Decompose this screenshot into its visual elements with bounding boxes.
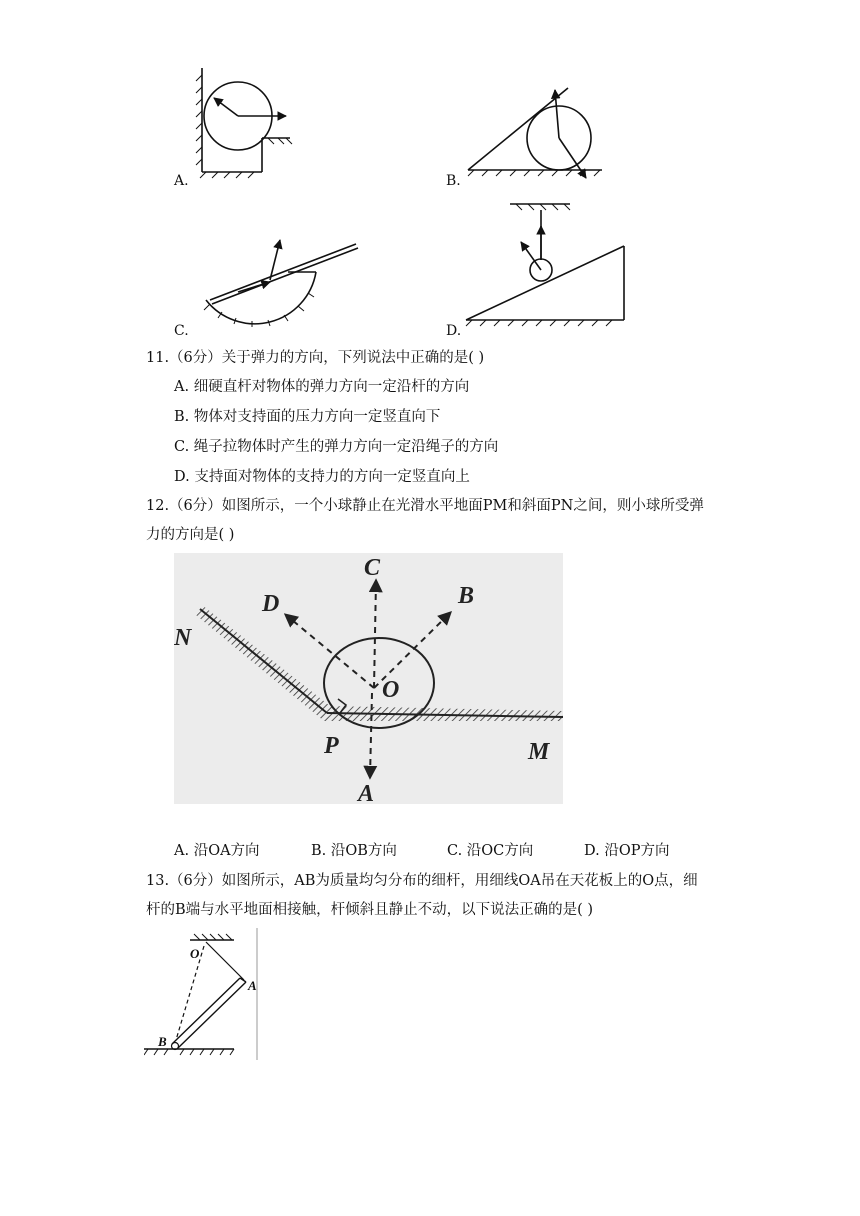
q11-option-a[interactable]: A. 细硬直杆对物体的弹力方向一定沿杆的方向 <box>174 379 470 395</box>
q13-stem-line1: 13.（6分）如图所示，AB为质量均匀分布的细杆，用细线OA吊在天花板上的O点，细 <box>146 873 698 889</box>
figure-option-a-label[interactable]: A. <box>174 173 189 189</box>
q13-figure <box>144 928 264 1062</box>
q12-label-b: B <box>458 583 475 609</box>
q12-figure <box>174 553 563 804</box>
q12-label-c: C <box>364 555 381 581</box>
figure-a <box>196 68 292 178</box>
figure-option-c-label[interactable]: C. <box>174 323 189 339</box>
q12-stem-line2: 力的方向是( ) <box>146 527 235 543</box>
q11-option-d[interactable]: D. 支持面对物体的支持力的方向一定竖直向上 <box>174 469 470 485</box>
figure-option-b-label[interactable]: B. <box>446 173 461 189</box>
q13-stem-line2: 杆的B端与水平地面相接触，杆倾斜且静止不动，以下说法正确的是( ) <box>146 902 594 918</box>
q12-label-a: A <box>358 781 375 804</box>
q12-option-a[interactable]: A. 沿OA方向 <box>174 843 260 859</box>
q12-option-c[interactable]: C. 沿OC方向 <box>447 843 534 859</box>
q12-label-n: N <box>174 625 192 651</box>
q11-option-b[interactable]: B. 物体对支持面的压力方向一定竖直向下 <box>174 409 441 425</box>
q11-stem: 11.（6分）关于弹力的方向，下列说法中正确的是( ) <box>146 350 485 366</box>
q12-label-p: P <box>324 733 339 759</box>
force-diagram-options <box>170 60 650 340</box>
q12-stem-line1: 12.（6分）如图所示，一个小球静止在光滑水平地面PM和斜面PN之间，则小球所受弹 <box>146 498 704 514</box>
q12-label-m: M <box>528 739 550 765</box>
q11-option-c[interactable]: C. 绳子拉物体时产生的弹力方向一定沿绳子的方向 <box>174 439 499 455</box>
figure-b <box>468 88 602 178</box>
figure-option-d-label[interactable]: D. <box>446 323 462 339</box>
q12-option-b[interactable]: B. 沿OB方向 <box>311 843 397 859</box>
q13-label-o: O <box>190 946 200 961</box>
q12-label-o: O <box>382 677 400 703</box>
q13-label-a: A <box>248 978 257 993</box>
q13-label-b: B <box>158 1034 167 1049</box>
q12-option-d[interactable]: D. 沿OP方向 <box>584 843 670 859</box>
figure-c <box>204 240 358 327</box>
figure-d <box>466 204 624 326</box>
q12-label-d: D <box>262 591 280 617</box>
